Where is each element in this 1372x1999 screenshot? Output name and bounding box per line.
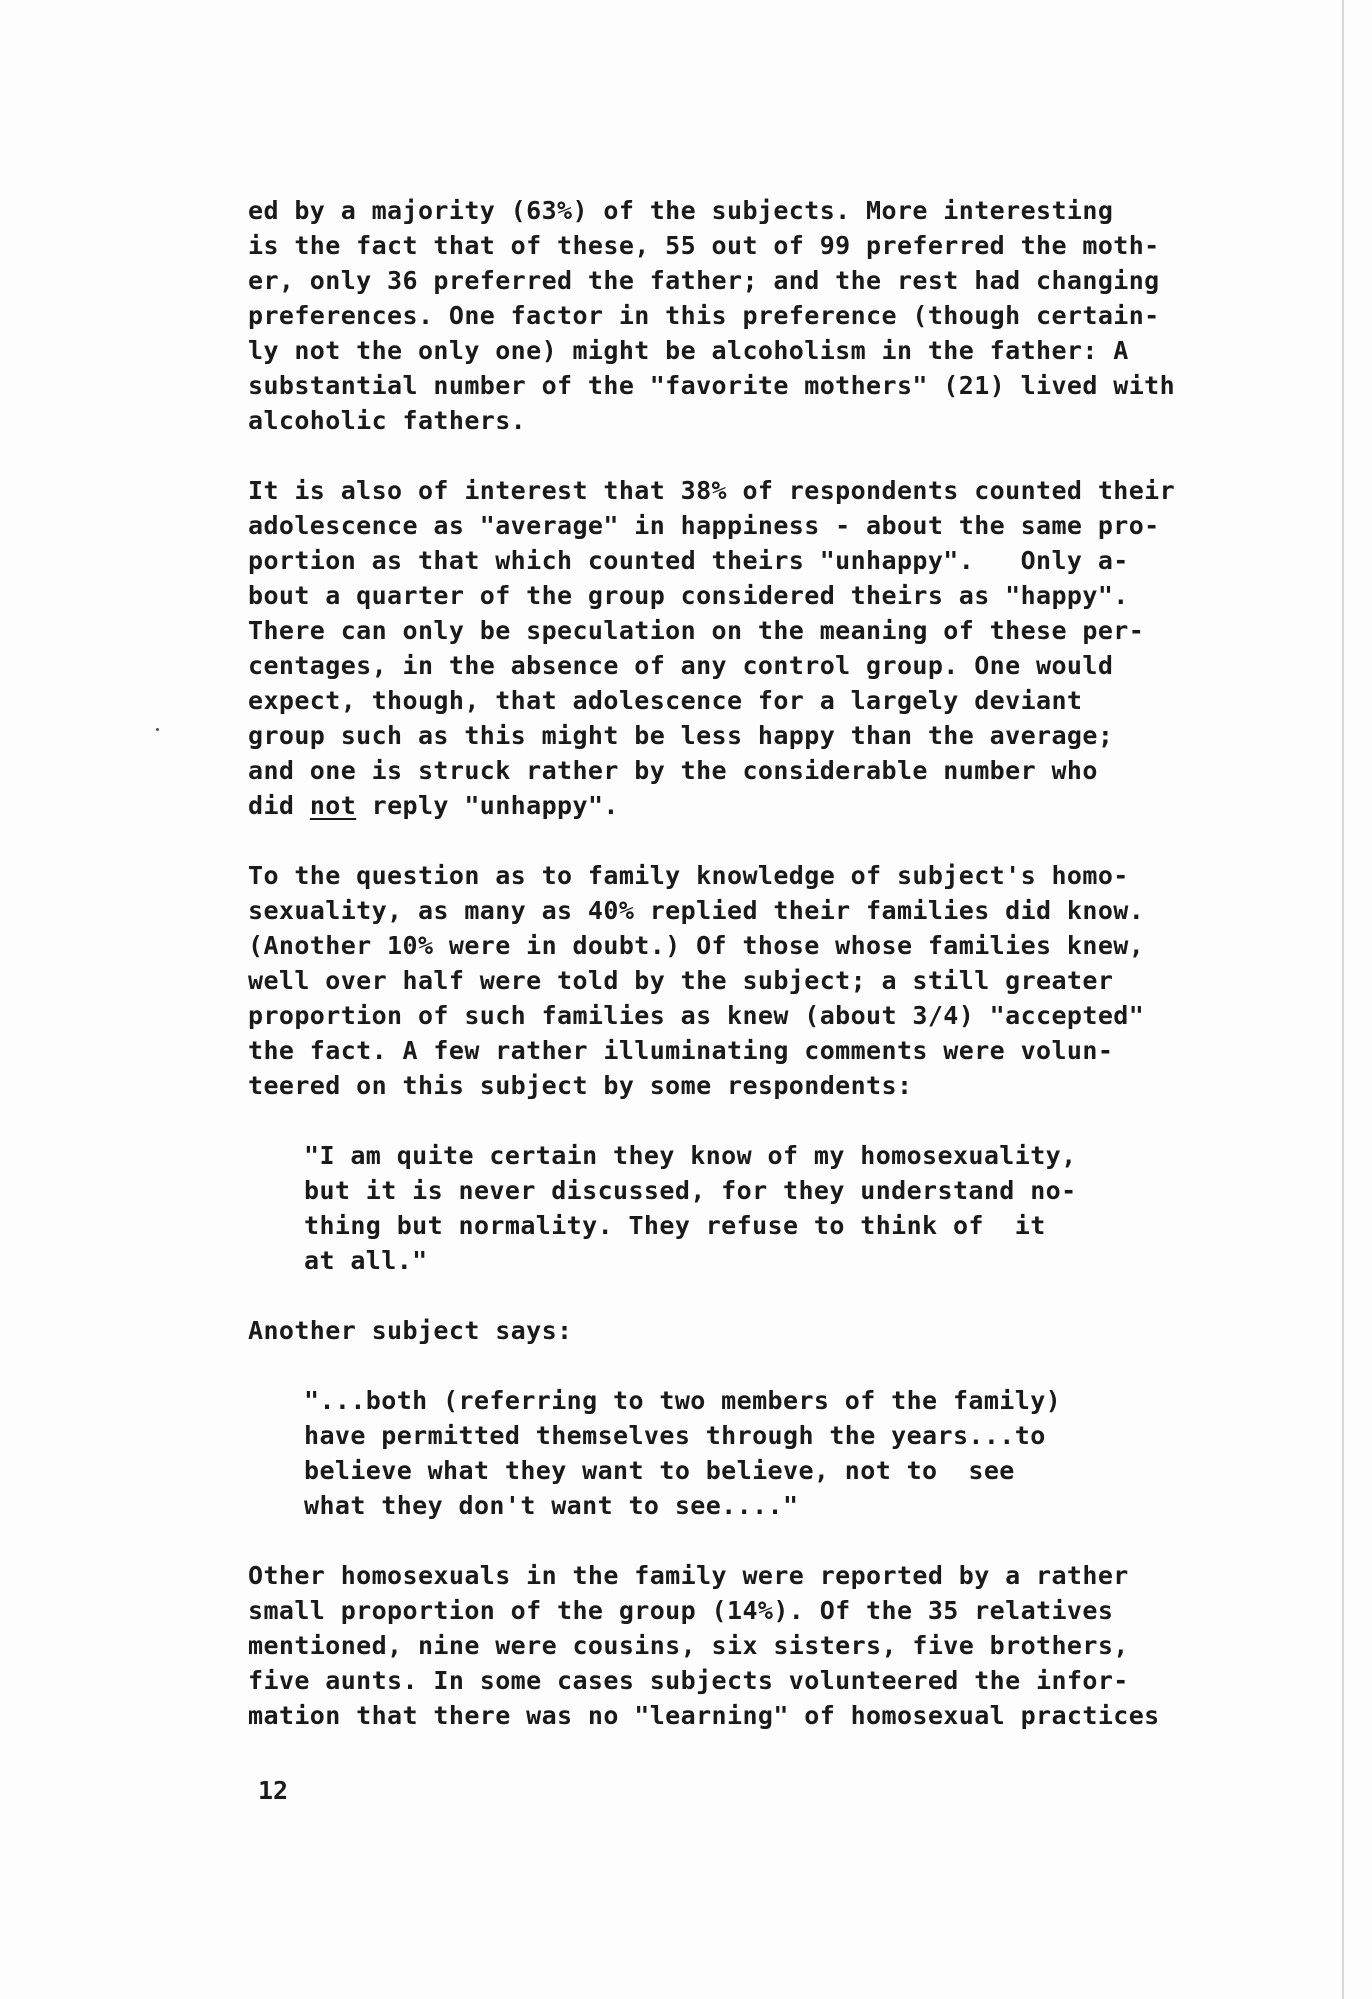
text-line: five aunts. In some cases subjects volunteered the infor- xyxy=(248,1666,1129,1695)
underlined-word: not xyxy=(309,791,357,820)
page-number: 12 xyxy=(258,1776,289,1805)
quote-line: what they don't want to see...." xyxy=(304,1491,799,1520)
paragraph-gap xyxy=(248,823,1248,858)
text-line: portion as that which counted theirs "unhappy". Only a- xyxy=(248,546,1129,575)
text-line: There can only be speculation on the meaning of these per- xyxy=(248,616,1145,645)
text-line: centages, in the absence of any control group. One would xyxy=(248,651,1114,680)
text-line: bout a quarter of the group considered theirs as "happy". xyxy=(248,581,1129,610)
scan-speck xyxy=(156,728,159,731)
quote-line: thing but normality. They refuse to think of it xyxy=(304,1211,1046,1240)
block-quote-2 xyxy=(248,1383,1248,1523)
text-line: proportion of such families as knew (about 3/4) "accepted" xyxy=(248,1001,1145,1030)
text-line: is the fact that of these, 55 out of 99 preferred the moth- xyxy=(248,231,1160,260)
quote-line: but it is never discussed, for they understand no- xyxy=(304,1176,1077,1205)
text-line: teered on this subject by some respondents: xyxy=(248,1071,913,1100)
paragraph-gap xyxy=(248,1278,1248,1313)
text-line: er, only 36 preferred the father; and the rest had changing xyxy=(248,266,1160,295)
text-line: preferences. One factor in this preference (though certain- xyxy=(248,301,1160,330)
text-line: well over half were told by the subject; a still greater xyxy=(248,966,1114,995)
paragraph-gap xyxy=(248,1348,1248,1383)
quote-intro: Another subject says: xyxy=(248,1316,573,1345)
block-quote-1 xyxy=(248,1138,1248,1278)
text-line xyxy=(248,788,1248,823)
text-line: and one is struck rather by the considerable number who xyxy=(248,756,1098,785)
paragraph-2 xyxy=(248,473,1248,823)
text-line: alcoholic fathers. xyxy=(248,406,527,435)
paragraph-3 xyxy=(248,858,1248,1103)
text-line: group such as this might be less happy than the average; xyxy=(248,721,1114,750)
quote-line: at all." xyxy=(304,1246,428,1275)
text-segment: reply "unhappy". xyxy=(356,791,619,820)
quote-line: believe what they want to believe, not to see xyxy=(304,1456,1015,1485)
page-body xyxy=(248,193,1248,1733)
text-line: substantial number of the "favorite mothers" (21) lived with xyxy=(248,371,1176,400)
paragraph-1 xyxy=(248,193,1248,438)
text-line: adolescence as "average" in happiness - about the same pro- xyxy=(248,511,1160,540)
paragraph-gap xyxy=(248,438,1248,473)
text-line: Other homosexuals in the family were reported by a rather xyxy=(248,1561,1129,1590)
text-line: the fact. A few rather illuminating comments were volun- xyxy=(248,1036,1114,1065)
text-line: mation that there was no "learning" of homosexual practices xyxy=(248,1701,1160,1730)
text-line: ed by a majority (63%) of the subjects. More interesting xyxy=(248,196,1114,225)
text-line: mentioned, nine were cousins, six sisters, five brothers, xyxy=(248,1631,1129,1660)
paragraph-gap xyxy=(248,1523,1248,1558)
text-line: expect, though, that adolescence for a largely deviant xyxy=(248,686,1083,715)
text-line: It is also of interest that 38% of respondents counted their xyxy=(248,476,1176,505)
quote-line: "...both (referring to two members of the family) xyxy=(304,1386,1062,1415)
page-edge-shadow xyxy=(1342,0,1344,1999)
text-line: sexuality, as many as 40% replied their families did know. xyxy=(248,896,1145,925)
text-line: ly not the only one) might be alcoholism in the father: A xyxy=(248,336,1129,365)
text-line: small proportion of the group (14%). Of the 35 relatives xyxy=(248,1596,1114,1625)
paragraph-gap xyxy=(248,1103,1248,1138)
quote-line: have permitted themselves through the years...to xyxy=(304,1421,1046,1450)
text-line: (Another 10% were in doubt.) Of those whose families knew, xyxy=(248,931,1145,960)
text-segment: did xyxy=(248,791,310,820)
text-line: To the question as to family knowledge of subject's homo- xyxy=(248,861,1129,890)
paragraph-4 xyxy=(248,1558,1248,1733)
quote-line: "I am quite certain they know of my homosexuality, xyxy=(304,1141,1077,1170)
